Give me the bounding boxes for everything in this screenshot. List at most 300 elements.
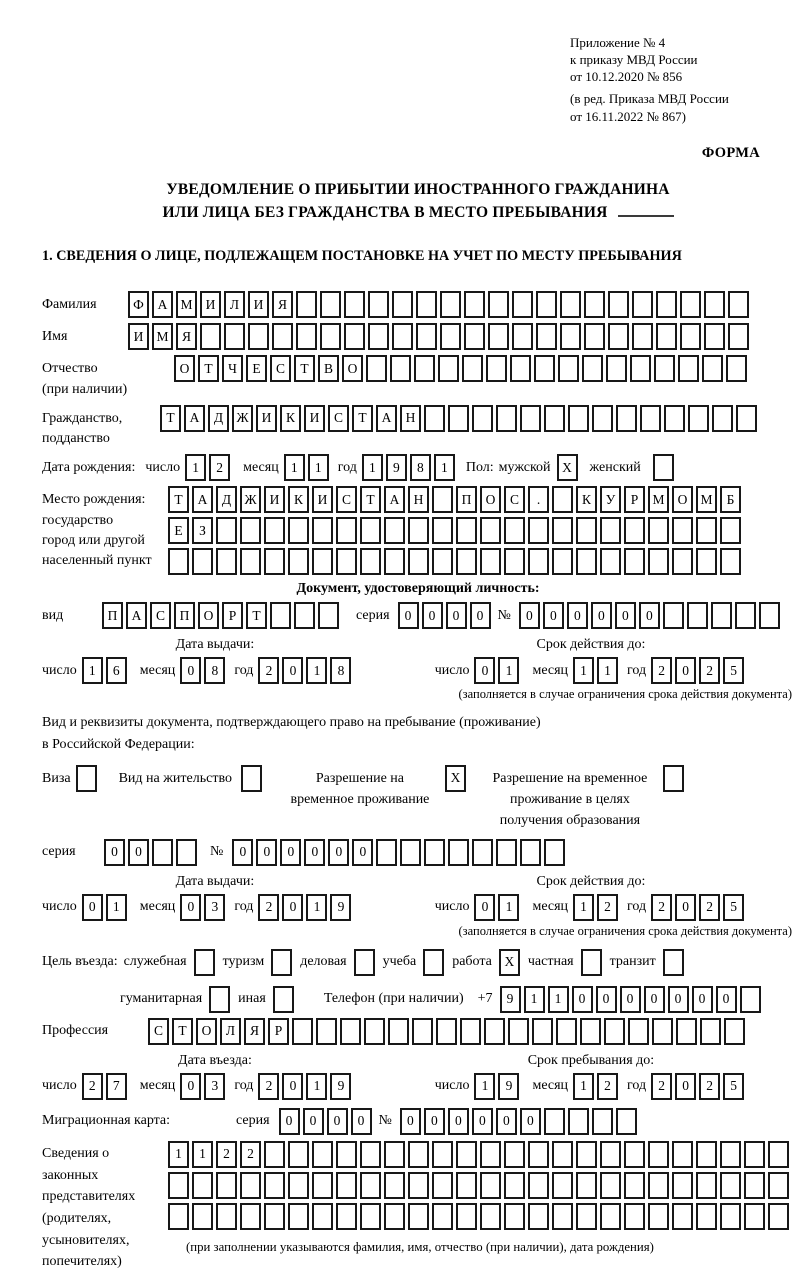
char-box: 0 <box>282 657 303 684</box>
header-line: от 10.12.2020 № 856 <box>570 69 683 85</box>
char-box: 0 <box>398 602 419 629</box>
char-box <box>480 1203 501 1230</box>
char-box: 5 <box>723 894 744 921</box>
birth-month-cells <box>284 454 332 481</box>
char-box <box>592 1108 613 1135</box>
valid-until-title: Срок действия до: <box>536 637 646 653</box>
char-box: Ф <box>128 291 149 318</box>
char-box <box>544 839 565 866</box>
char-box <box>368 323 389 350</box>
char-box <box>520 839 541 866</box>
char-box <box>504 517 525 544</box>
char-box <box>711 602 732 629</box>
char-box <box>744 1141 765 1168</box>
char-box: 0 <box>400 1108 421 1135</box>
char-box: Ж <box>240 486 261 513</box>
temp-residence-education-checkbox <box>663 765 684 792</box>
char-box: 1 <box>82 657 103 684</box>
char-box <box>336 517 357 544</box>
char-box: Б <box>720 486 741 513</box>
char-box: 8 <box>204 657 225 684</box>
char-box: Н <box>400 405 421 432</box>
title-underline-blank <box>618 201 674 217</box>
stay-doc-note: (заполняется в случае ограничения срока действия документа) <box>458 923 792 938</box>
char-box: 1 <box>524 986 545 1013</box>
residence-permit-checkbox <box>241 765 262 792</box>
stay-until-title: Срок пребывания до: <box>527 1052 655 1068</box>
char-box <box>216 1172 237 1199</box>
char-box: О <box>174 355 195 382</box>
char-box <box>696 517 717 544</box>
purpose-other-checkbox <box>273 986 294 1013</box>
char-box <box>740 986 761 1013</box>
char-box <box>296 291 317 318</box>
char-box <box>648 1172 669 1199</box>
char-box <box>320 291 341 318</box>
char-box <box>552 1141 573 1168</box>
char-box <box>560 323 581 350</box>
section1-heading: 1. СВЕДЕНИЯ О ЛИЦЕ, ПОДЛЕЖАЩЕМ ПОСТАНОВКЕ НА УЧЕТ ПО МЕСТУ ПРЕБЫВАНИЯ <box>42 248 682 265</box>
birth-place-row1-cells <box>168 486 744 513</box>
representatives-row1-cells <box>168 1141 792 1168</box>
stay-doc-issue-month-cells <box>180 894 228 921</box>
char-box: 0 <box>282 894 303 921</box>
char-box: Е <box>168 517 189 544</box>
char-box: 0 <box>82 894 103 921</box>
char-box: 9 <box>500 986 521 1013</box>
char-box: 0 <box>692 986 713 1013</box>
char-box <box>216 517 237 544</box>
char-box: 0 <box>644 986 665 1013</box>
char-box <box>528 1172 549 1199</box>
representatives-row2-cells <box>168 1172 792 1199</box>
char-box <box>736 405 757 432</box>
char-box <box>616 405 637 432</box>
char-box <box>336 548 357 575</box>
char-box <box>510 355 531 382</box>
stay-until-year-cells <box>651 1073 747 1100</box>
char-box: 0 <box>572 986 593 1013</box>
char-box <box>720 517 741 544</box>
char-box: 0 <box>470 602 491 629</box>
char-box <box>700 1018 721 1045</box>
char-box <box>582 355 603 382</box>
header-amendment <box>570 90 794 124</box>
char-box <box>528 548 549 575</box>
char-box <box>408 548 429 575</box>
char-box <box>504 548 525 575</box>
entry-date-group: число 2 7 месяц 0 3 год 2 0 1 9 <box>42 1073 388 1100</box>
char-box: 0 <box>104 839 125 866</box>
birth-place-rows <box>168 486 744 575</box>
char-box <box>480 1141 501 1168</box>
char-box <box>472 839 493 866</box>
char-box: А <box>384 486 405 513</box>
char-box: 2 <box>651 894 672 921</box>
char-box: 1 <box>306 1073 327 1100</box>
char-box <box>484 1018 505 1045</box>
char-box: 3 <box>204 894 225 921</box>
option-visa: Виза <box>42 764 97 792</box>
char-box: 0 <box>591 602 612 629</box>
char-box <box>432 1141 453 1168</box>
char-box: 2 <box>597 1073 618 1100</box>
profession-row <box>42 1018 794 1045</box>
char-box: Т <box>172 1018 193 1045</box>
header-line: к приказу МВД России <box>570 52 698 68</box>
char-box <box>576 1141 597 1168</box>
stay-doc-valid-group: число 0 1 месяц 1 2 год 2 0 2 5 <box>388 894 794 921</box>
entry-dates <box>42 1053 794 1100</box>
char-box <box>480 517 501 544</box>
birth-day-cells <box>185 454 233 481</box>
char-box: 0 <box>128 839 149 866</box>
char-box: 1 <box>573 657 594 684</box>
char-box: И <box>312 486 333 513</box>
char-box <box>440 323 461 350</box>
char-box: А <box>184 405 205 432</box>
purpose-study-checkbox <box>423 949 444 976</box>
char-box <box>192 548 213 575</box>
char-box <box>654 355 675 382</box>
char-box <box>320 323 341 350</box>
char-box <box>672 548 693 575</box>
purpose-official-checkbox <box>194 949 215 976</box>
valid-until-group: число 0 1 месяц 1 1 год 2 0 2 5 <box>388 657 794 684</box>
char-box <box>424 405 445 432</box>
char-box <box>759 602 780 629</box>
char-box <box>600 517 621 544</box>
surname-row <box>42 291 794 318</box>
char-box: М <box>152 323 173 350</box>
char-box <box>360 1203 381 1230</box>
char-box <box>448 405 469 432</box>
char-box <box>768 1172 789 1199</box>
char-box: 1 <box>306 894 327 921</box>
representatives-rows <box>168 1141 792 1255</box>
sex-female-checkbox <box>653 454 674 481</box>
char-box: 0 <box>327 1108 348 1135</box>
char-box <box>264 517 285 544</box>
char-box <box>360 1141 381 1168</box>
document-title <box>42 178 794 225</box>
char-box <box>600 548 621 575</box>
char-box <box>486 355 507 382</box>
char-box: Р <box>268 1018 289 1045</box>
profession-label: Профессия <box>42 1023 109 1039</box>
char-box <box>264 1203 285 1230</box>
migration-series-label: серия <box>236 1113 270 1129</box>
char-box <box>288 1203 309 1230</box>
char-box <box>456 1203 477 1230</box>
char-box <box>412 1018 433 1045</box>
char-box <box>672 1203 693 1230</box>
stay-doc-valid-month-cells <box>573 894 621 921</box>
sex-male-label: мужской <box>498 459 551 475</box>
stay-doc-issue-year-cells <box>258 894 354 921</box>
char-box: А <box>126 602 147 629</box>
char-box <box>408 517 429 544</box>
purpose-private-checkbox <box>581 949 602 976</box>
char-box: К <box>576 486 597 513</box>
char-box <box>512 323 533 350</box>
char-box: 1 <box>362 454 383 481</box>
char-box: А <box>376 405 397 432</box>
stay-doc-intro: Вид и реквизиты документа, подтверждающего право на пребывание (проживание) в Российской Федерации: <box>42 715 541 753</box>
char-box <box>656 323 677 350</box>
char-box <box>744 1203 765 1230</box>
char-box: О <box>342 355 363 382</box>
char-box <box>264 548 285 575</box>
issue-day-cells <box>82 657 130 684</box>
char-box <box>672 517 693 544</box>
char-box <box>630 355 651 382</box>
valid-day-cells <box>474 657 522 684</box>
char-box <box>488 323 509 350</box>
char-box <box>288 1172 309 1199</box>
char-box: П <box>456 486 477 513</box>
char-box <box>536 291 557 318</box>
char-box: Н <box>408 486 429 513</box>
char-box: У <box>600 486 621 513</box>
profession-cells <box>148 1018 748 1045</box>
patronymic-row <box>42 355 794 400</box>
char-box <box>552 548 573 575</box>
char-box: И <box>264 486 285 513</box>
header-line: Приложение № 4 <box>570 35 666 50</box>
issue-year-cells <box>258 657 354 684</box>
birth-month-group: месяц 1 1 <box>243 454 332 481</box>
char-box <box>687 602 708 629</box>
char-box <box>604 1018 625 1045</box>
char-box <box>624 517 645 544</box>
issue-date-col <box>42 637 388 684</box>
char-box: 2 <box>651 657 672 684</box>
citizenship-label: Гражданство, подданство <box>42 410 123 447</box>
stay-doc-options <box>42 764 794 831</box>
char-box <box>168 1203 189 1230</box>
char-box: 1 <box>192 1141 213 1168</box>
char-box: 9 <box>386 454 407 481</box>
char-box: 0 <box>232 839 253 866</box>
char-box <box>528 1203 549 1230</box>
entry-date-col <box>42 1053 388 1100</box>
char-box: 2 <box>258 1073 279 1100</box>
form-label: ФОРМА <box>701 144 760 161</box>
char-box <box>576 517 597 544</box>
char-box: И <box>304 405 325 432</box>
char-box: 0 <box>474 894 495 921</box>
char-box <box>520 405 541 432</box>
char-box <box>432 517 453 544</box>
doc-kind-cells <box>102 602 342 629</box>
stay-doc-valid-day-cells <box>474 894 522 921</box>
char-box <box>624 1141 645 1168</box>
birth-year-cells <box>362 454 458 481</box>
char-box: 0 <box>472 1108 493 1135</box>
char-box: 7 <box>106 1073 127 1100</box>
char-box <box>400 839 421 866</box>
char-box <box>312 1172 333 1199</box>
char-box: А <box>192 486 213 513</box>
stay-doc-valid-title: Срок действия до: <box>536 873 646 889</box>
char-box <box>424 839 445 866</box>
birth-date-label: Дата рождения: <box>42 459 136 475</box>
sex-label: Пол: <box>465 459 494 475</box>
char-box: 2 <box>216 1141 237 1168</box>
char-box: И <box>256 405 277 432</box>
char-box: 1 <box>284 454 305 481</box>
representatives-label: Сведения о законных представителях (родителях, усыновителях, попечителях) <box>42 1145 136 1270</box>
char-box: 0 <box>448 1108 469 1135</box>
char-box <box>200 323 221 350</box>
char-box <box>663 602 684 629</box>
migration-series-cells <box>279 1108 375 1135</box>
char-box <box>294 602 315 629</box>
char-box <box>432 548 453 575</box>
char-box <box>336 1141 357 1168</box>
char-box: С <box>504 486 525 513</box>
char-box: 0 <box>675 894 696 921</box>
char-box <box>680 291 701 318</box>
char-box <box>768 1141 789 1168</box>
char-box <box>640 405 661 432</box>
birth-date-row <box>42 454 794 481</box>
stay-doc-issue-col <box>42 874 388 921</box>
char-box <box>504 1172 525 1199</box>
char-box <box>616 1108 637 1135</box>
char-box <box>376 839 397 866</box>
migration-card-row <box>42 1108 794 1135</box>
char-box: 8 <box>410 454 431 481</box>
char-box <box>316 1018 337 1045</box>
surname-label: Фамилия <box>42 297 97 313</box>
char-box <box>216 1203 237 1230</box>
char-box <box>336 1203 357 1230</box>
char-box: 2 <box>699 1073 720 1100</box>
char-box <box>480 548 501 575</box>
char-box <box>724 1018 745 1045</box>
char-box: Т <box>198 355 219 382</box>
char-box <box>704 323 725 350</box>
char-box: О <box>672 486 693 513</box>
char-box <box>432 1203 453 1230</box>
char-box <box>628 1018 649 1045</box>
doc-number-cells <box>519 602 783 629</box>
char-box: Ж <box>232 405 253 432</box>
citizenship-row <box>42 405 794 450</box>
char-box: 0 <box>351 1108 372 1135</box>
purpose-business-checkbox <box>354 949 375 976</box>
visa-checkbox <box>76 765 97 792</box>
entry-purpose-row2: гуманитарная иная Телефон (при наличии) +7 9 1 1 0 0 0 0 0 0 0 <box>120 986 794 1013</box>
char-box <box>408 1172 429 1199</box>
char-box <box>240 548 261 575</box>
char-box: 1 <box>573 1073 594 1100</box>
char-box <box>344 323 365 350</box>
char-box <box>416 291 437 318</box>
char-box <box>384 1141 405 1168</box>
surname-cells <box>128 291 752 318</box>
char-box <box>632 323 653 350</box>
char-box <box>464 323 485 350</box>
char-box <box>152 839 173 866</box>
phone-label: Телефон (при наличии) <box>323 991 464 1007</box>
char-box <box>528 1141 549 1168</box>
char-box <box>288 517 309 544</box>
char-box <box>672 1141 693 1168</box>
char-box: О <box>480 486 501 513</box>
char-box: А <box>152 291 173 318</box>
phone-cells <box>500 986 764 1013</box>
char-box <box>726 355 747 382</box>
char-box <box>544 1108 565 1135</box>
option-residence-permit: Вид на жительство <box>119 764 262 792</box>
char-box: И <box>128 323 149 350</box>
char-box <box>272 323 293 350</box>
char-box <box>552 486 573 513</box>
char-box: Т <box>246 602 267 629</box>
purpose-transit-checkbox <box>663 949 684 976</box>
char-box: Т <box>160 405 181 432</box>
char-box <box>532 1018 553 1045</box>
char-box: Д <box>216 486 237 513</box>
char-box <box>648 1203 669 1230</box>
char-box: П <box>102 602 123 629</box>
entry-date-title: Дата въезда: <box>178 1052 252 1068</box>
char-box: 9 <box>330 894 351 921</box>
char-box <box>568 1108 589 1135</box>
char-box <box>192 1172 213 1199</box>
char-box: 1 <box>185 454 206 481</box>
char-box: 2 <box>209 454 230 481</box>
char-box <box>216 548 237 575</box>
char-box: Р <box>624 486 645 513</box>
char-box <box>456 548 477 575</box>
char-box: Л <box>224 291 245 318</box>
char-box <box>696 1203 717 1230</box>
char-box <box>652 1018 673 1045</box>
char-box <box>248 323 269 350</box>
char-box <box>648 548 669 575</box>
valid-until-col <box>388 637 794 684</box>
char-box <box>696 1141 717 1168</box>
char-box <box>528 517 549 544</box>
stay-doc-number-label: № <box>210 844 224 860</box>
char-box: 0 <box>675 1073 696 1100</box>
stay-doc-issue-group: число 0 1 месяц 0 3 год 2 0 1 9 <box>42 894 388 921</box>
char-box <box>364 1018 385 1045</box>
char-box: 2 <box>258 657 279 684</box>
stay-doc-dates <box>42 874 794 921</box>
char-box: 1 <box>434 454 455 481</box>
header-line: от 16.11.2022 № 867) <box>570 108 687 124</box>
char-box <box>456 517 477 544</box>
char-box <box>292 1018 313 1045</box>
char-box: З <box>192 517 213 544</box>
char-box: М <box>648 486 669 513</box>
char-box: 0 <box>474 657 495 684</box>
char-box: 1 <box>548 986 569 1013</box>
char-box: С <box>336 486 357 513</box>
char-box <box>312 517 333 544</box>
char-box: 1 <box>308 454 329 481</box>
char-box <box>462 355 483 382</box>
char-box <box>240 1203 261 1230</box>
char-box: 0 <box>496 1108 517 1135</box>
char-box <box>366 355 387 382</box>
stay-doc-issue-title: Дата выдачи: <box>175 873 255 889</box>
